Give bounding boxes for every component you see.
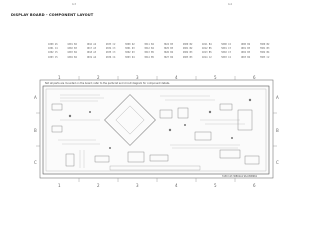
col-label: 4 — [175, 75, 178, 80]
part-position-entry: 1002 C5 — [48, 51, 58, 55]
part-position-entry: 5000 C2 — [221, 43, 231, 46]
part-position-entry: 1003 B4 — [67, 51, 77, 55]
part-position-entry: 3013 B5 — [144, 51, 154, 55]
col-label: 3 — [136, 75, 139, 80]
part-position-entry: 3025 B3 — [163, 47, 174, 51]
col-label: 6 — [253, 75, 256, 80]
part-position-entry: 3014 B5 — [144, 55, 154, 59]
part-position-entry: 4002 B3 — [182, 51, 193, 55]
row-label: C — [34, 160, 37, 165]
part-position-entry: 6001 B3 — [240, 47, 251, 51]
part-position-entry: 7001 B3 — [259, 47, 270, 51]
part-position-entry: 1003 C5 — [48, 55, 58, 59]
col-label: 1 — [58, 183, 61, 188]
part-position-entry: 2016 A2 — [86, 43, 97, 46]
part-position-entry: 6003 B4 — [240, 55, 251, 59]
part-position-entry: 5001 C3 — [221, 47, 231, 51]
row-label: B — [34, 128, 37, 133]
part-position-entry: 1000 A5 — [48, 43, 58, 46]
part-position-entry: 4012 B5 — [202, 47, 212, 51]
part-position-entry: 2018 A3 — [86, 51, 97, 55]
col-label: 1 — [58, 75, 61, 80]
part-position-entry: 4011 B4 — [202, 43, 212, 46]
part-position-entry: 7003 C2 — [259, 55, 270, 59]
part-position-entry: 7002 B4 — [259, 51, 270, 55]
row-label: B — [276, 128, 279, 133]
part-position-entry: 6002 B3 — [240, 51, 251, 55]
row-label: A — [276, 95, 279, 100]
part-position-entry: 3003 D4 — [125, 55, 135, 59]
part-position-entry: 3026 B4 — [163, 51, 174, 55]
col-label: 6 — [253, 183, 256, 188]
part-position-entry: 1001 B2 — [67, 43, 77, 46]
page-title: DISPLAY BOARD - COMPONENT LAYOUT — [11, 13, 94, 17]
part-position-entry: 3027 B4 — [163, 55, 174, 59]
part-position-entry: 2035 C3 — [105, 51, 116, 55]
part-position-entry: 2036 C4 — [105, 55, 116, 59]
col-label: 2 — [97, 183, 100, 188]
board-code-stamp: 3139 113 30891A1 96-0308961 — [222, 175, 257, 178]
row-label: C — [276, 160, 279, 165]
part-position-entry: 3001 D3 — [125, 47, 135, 51]
part-position-entry: 3024 B3 — [163, 43, 174, 46]
col-label: 4 — [175, 183, 178, 188]
part-position-entry: 2019 A4 — [86, 55, 97, 59]
part-position-entry: 6000 B2 — [240, 43, 251, 46]
part-position-entry: 3012 B4 — [144, 47, 154, 51]
part-position-entry: 4003 B3 — [182, 55, 193, 59]
part-position-entry: 4000 B2 — [182, 43, 193, 46]
part-position-entry: 2034 C3 — [105, 47, 116, 51]
part-position-entry: 7000 B2 — [259, 43, 270, 46]
part-position-entry: 3011 B4 — [144, 43, 154, 46]
part-position-entry: 5003 C4 — [221, 55, 231, 59]
board-notice: Not all parts are mounted on the board; refer to the parts list and circuit diagram for component details. — [45, 82, 171, 85]
col-label: 5 — [214, 183, 217, 188]
part-position-entry: 1002 B3 — [67, 47, 77, 51]
part-position-entry: 4013 B5 — [202, 51, 212, 55]
part-position-entry: 2033 C2 — [105, 43, 116, 46]
part-position-entry: 2017 A3 — [86, 47, 97, 51]
col-label: 2 — [97, 75, 100, 80]
col-label: 5 — [214, 75, 217, 80]
part-position-entry: 3002 D3 — [125, 51, 135, 55]
part-position-entry: 3000 D2 — [125, 43, 135, 46]
part-position-entry: 1004 B4 — [67, 55, 77, 59]
part-position-entry: 5002 C3 — [221, 51, 231, 55]
part-position-entry: 4001 B2 — [182, 47, 193, 51]
part-position-entry: 1001 C4 — [48, 47, 58, 51]
col-label: 3 — [136, 183, 139, 188]
row-label: A — [34, 95, 37, 100]
part-position-entry: 4014 C2 — [202, 55, 212, 59]
page-number-right: 4-4 — [228, 3, 232, 6]
page-number-left: 4-3 — [72, 3, 76, 6]
